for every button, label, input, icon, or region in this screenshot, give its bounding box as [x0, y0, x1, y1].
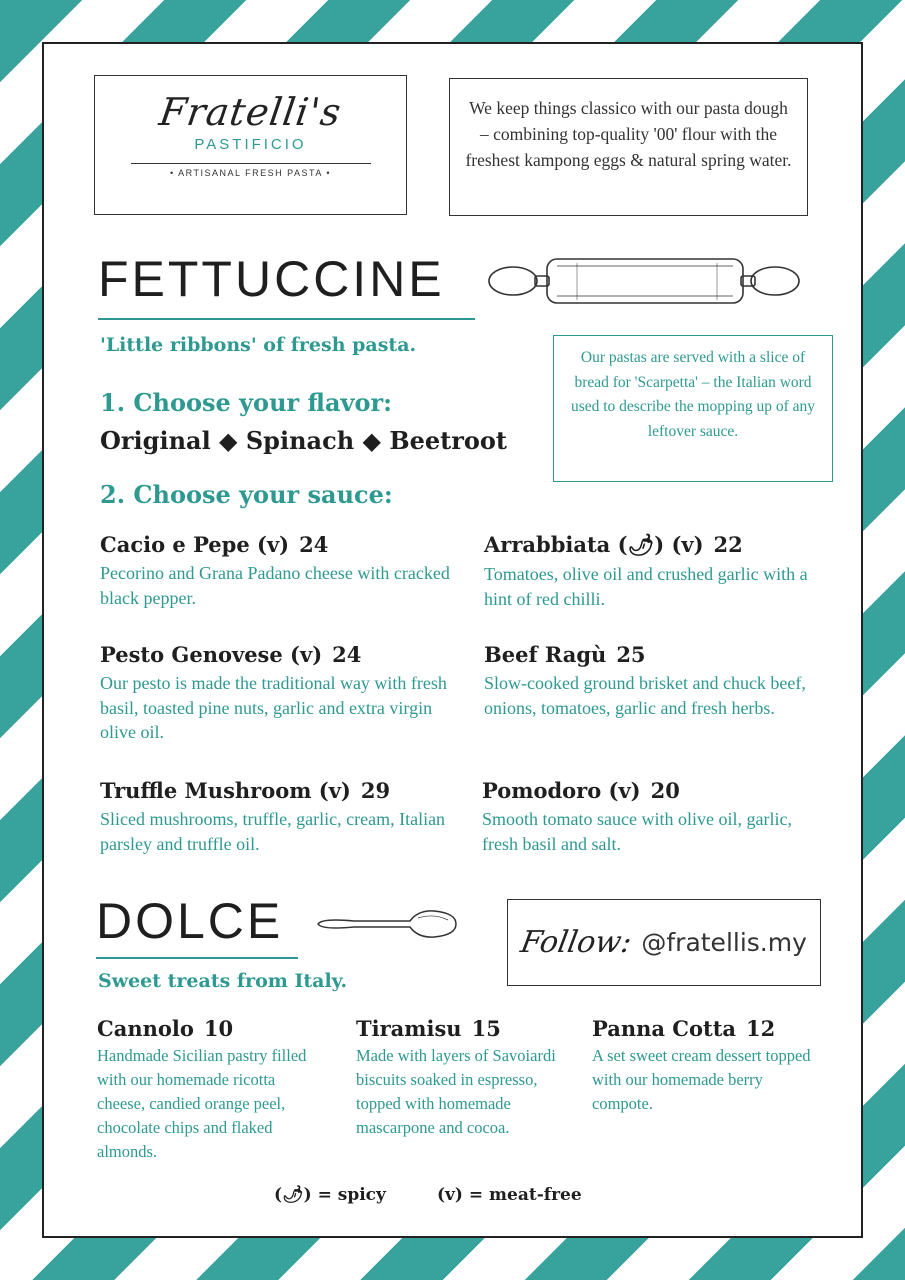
menu-card: [42, 42, 863, 1238]
dolce-tagline: Sweet treats from Italy.: [98, 970, 348, 992]
sauce-item: [482, 778, 812, 856]
step-1-heading: 1. Choose your flavor:: [100, 388, 392, 417]
sauce-price: 20: [650, 778, 680, 803]
fettuccine-title: FETTUCCINE: [98, 251, 445, 307]
rolling-pin-icon: [487, 254, 801, 308]
step-2-heading: 2. Choose your sauce:: [100, 480, 393, 509]
spoon-icon: [314, 904, 460, 944]
logo-script: Fratelli's: [156, 90, 345, 134]
sauce-description: Our pesto is made the traditional way with fresh basil, toasted pine nuts, garlic and extra virgin olive oil.: [100, 673, 447, 742]
sauce-price: 25: [616, 642, 646, 667]
legend-meat-free: (v) = meat-free: [437, 1185, 582, 1205]
sauce-description: Smooth tomato sauce with olive oil, garlic, fresh basil and salt.: [482, 809, 792, 854]
fettuccine-tagline: 'Little ribbons' of fresh pasta.: [100, 334, 417, 356]
logo-divider: [131, 163, 371, 164]
sauce-price: 24: [299, 532, 329, 557]
sauce-name: Beef Ragù: [484, 642, 607, 667]
sauce-description: Tomatoes, olive oil and crushed garlic with a hint of red chilli.: [484, 564, 808, 609]
instagram-handle[interactable]: @fratellis.my: [641, 928, 807, 957]
dessert-price: 15: [471, 1016, 501, 1041]
follow-box: [507, 899, 821, 986]
dessert-description: Made with layers of Savoiardi biscuits soaked in espresso, topped with homemade mascarpone and cocoa.: [356, 1046, 556, 1137]
dolce-underline: [96, 957, 298, 959]
sauce-price: 29: [360, 778, 391, 803]
scarpetta-note: Our pastas are served with a slice of bread for 'Scarpetta' – the Italian word used to describe the mopping up of any leftover sauce.: [553, 335, 833, 482]
dessert-item: [356, 1016, 571, 1140]
dessert-item: [592, 1016, 817, 1116]
legend-spicy: (🌶) = spicy: [274, 1185, 386, 1205]
dessert-description: A set sweet cream dessert topped with our homemade berry compote.: [592, 1046, 811, 1113]
sauce-description: Pecorino and Grana Padano cheese with cracked black pepper.: [100, 563, 450, 608]
sauce-item: [484, 642, 814, 720]
sauce-price: 24: [332, 642, 362, 667]
dessert-price: 10: [203, 1016, 234, 1041]
follow-label: Follow:: [517, 925, 635, 960]
sauce-name: Arrabbiata (🌶) (v): [484, 532, 704, 557]
dolce-title: DOLCE: [96, 893, 284, 949]
intro-text: We keep things classico with our pasta dough – combining top-quality '00' flour with the freshest kampong eggs & natural spring water.: [449, 78, 808, 216]
sauce-description: Slow-cooked ground brisket and chuck beef, onions, tomatoes, garlic and fresh herbs.: [484, 673, 806, 718]
sauce-item: [100, 532, 460, 610]
sauce-item: [100, 642, 460, 745]
logo-subtitle: PASTIFICIO: [194, 136, 307, 153]
dessert-item: [97, 1016, 327, 1164]
sauce-price: 22: [713, 532, 743, 557]
logo-tagline: • ARTISANAL FRESH PASTA •: [169, 168, 331, 178]
sauce-item: [484, 532, 814, 611]
sauce-name: Pesto Genovese (v): [100, 642, 323, 667]
fettuccine-underline: [98, 318, 475, 320]
flavor-options: Original ◆ Spinach ◆ Beetroot: [100, 426, 507, 455]
dessert-name: Cannolo: [97, 1016, 194, 1041]
dessert-name: Tiramisu: [356, 1016, 462, 1041]
logo-box: [94, 75, 407, 215]
dessert-description: Handmade Sicilian pastry filled with our homemade ricotta cheese, candied orange peel, chocolate chips and flaked almonds.: [97, 1046, 307, 1161]
sauce-name: Pomodoro (v): [482, 778, 641, 803]
sauce-item: [100, 778, 460, 856]
sauce-name: Cacio e Pepe (v): [100, 532, 290, 557]
sauce-name: Truffle Mushroom (v): [100, 778, 351, 803]
dessert-name: Panna Cotta: [592, 1016, 737, 1041]
dessert-price: 12: [746, 1016, 776, 1041]
sauce-description: Sliced mushrooms, truffle, garlic, cream, Italian parsley and truffle oil.: [100, 809, 446, 854]
